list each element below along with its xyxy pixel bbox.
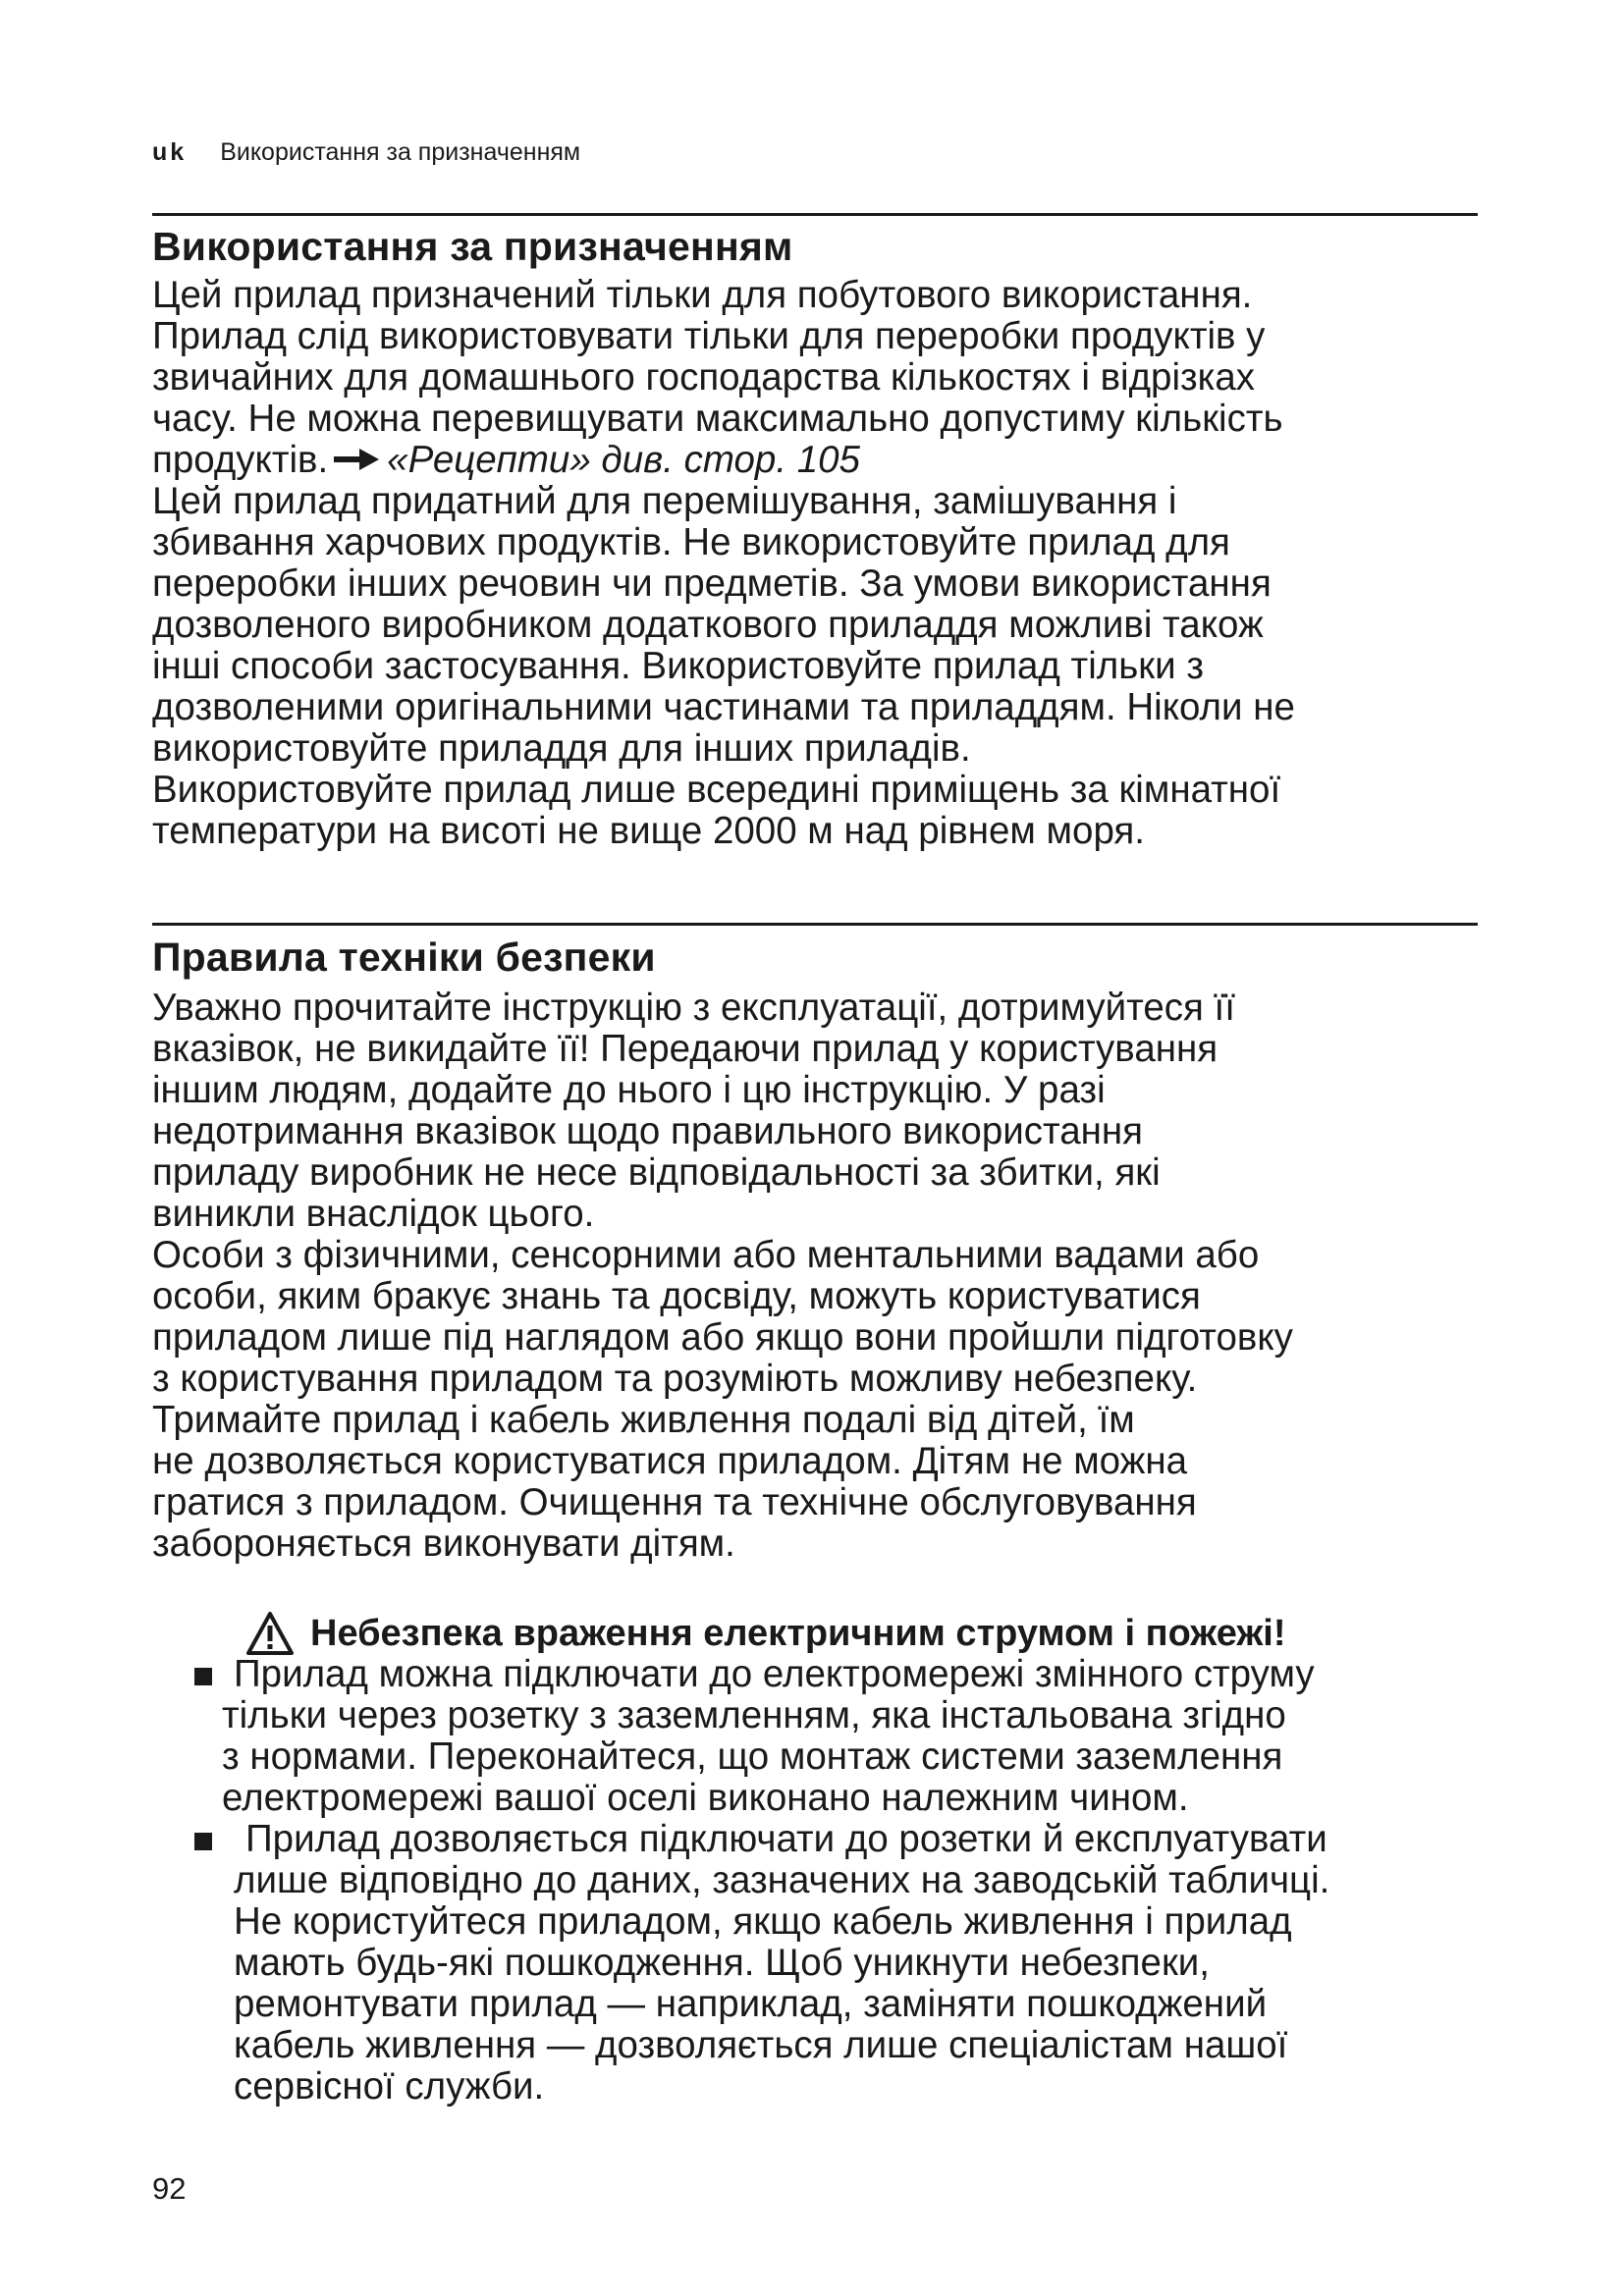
text-line: особи, яким бракує знань та досвіду, можуть користуватися [152,1275,1201,1317]
safety-heading: Правила техніки безпеки [152,934,656,980]
running-header-title: Використання за призначенням [220,138,581,166]
text-line: вказівок, не викидайте її! Передаючи прилад у користування [152,1028,1218,1070]
intended-use-heading: Використання за призначенням [152,224,793,269]
section-divider [152,923,1478,926]
text-line: Цей прилад призначений тільки для побутового використання. [152,274,1253,316]
text-line: з нормами. Переконайтеся, що монтаж системи заземлення [222,1735,1283,1778]
reference-prefix: продуктів. [152,439,329,481]
text-line: недотримання вказівок щодо правильного використання [152,1110,1143,1152]
text-line: Цей прилад придатний для перемішування, замішування і [152,480,1177,522]
text-line: звичайних для домашнього господарства кількостях і відрізках [152,356,1256,399]
text-line: сервісної служби. [234,2065,545,2108]
text-line: іншим людям, додайте до нього і цю інструкцію. У разі [152,1069,1106,1111]
text-line: Уважно прочитайте інструкцію з експлуатації, дотримуйтеся її [152,987,1235,1029]
list-item-text [214,1654,1530,1819]
list-item [194,1654,1530,1819]
text-line: забороняється виконувати дітям. [152,1522,735,1565]
text-line: Прилад слід використовувати тільки для переробки продуктів у [152,315,1266,357]
warning-heading [245,1611,1286,1656]
intended-use-paragraph [152,275,1527,852]
text-line: приладом лише під наглядом або якщо вони пройшли підготовку [152,1316,1293,1359]
text-line: електромережі вашої оселі виконано належним чином. [222,1777,1189,1819]
language-code: uk [152,138,188,166]
section-divider [152,213,1478,216]
text-line: використовуйте приладдя для інших приладів. [152,727,971,770]
text-line: кабель живлення — дозволяється лише спеціалістам нашої [234,2024,1288,2066]
arrow-right-icon [334,449,379,470]
text-line: Прилад можна підключати до електромережі змінного струму [234,1653,1315,1695]
square-bullet-icon [194,1668,212,1685]
warning-triangle-icon [245,1611,295,1656]
running-header [152,137,580,167]
text-line: з користування приладом та розуміють можливу небезпеку. [152,1358,1198,1400]
text-line: збивання харчових продуктів. Не використовуйте прилад для [152,521,1230,563]
text-line: приладу виробник не несе відповідальності за збитки, які [152,1151,1161,1194]
text-line: виникли внаслідок цього. [152,1193,595,1235]
list-item [194,1819,1530,2108]
recipes-reference-link[interactable]: «Рецепти» див. стор. 105 [387,439,860,481]
text-line: Використовуйте прилад лише всередині приміщень за кімнатної [152,769,1281,811]
text-line: Особи з фізичними, сенсорними або ментальними вадами або [152,1234,1260,1276]
text-line: Тримайте прилад і кабель живлення подалі від дітей, їм [152,1399,1135,1441]
text-line: тільки через розетку з заземленням, яка інстальована згідно [222,1694,1286,1736]
text-line: не дозволяється користуватися приладом. Дітям не можна [152,1440,1188,1482]
text-line: Прилад дозволяється підключати до розетки й експлуатувати [245,1818,1327,1860]
square-bullet-icon [194,1833,212,1850]
text-line: дозволеними оригінальними частинами та приладдям. Ніколи не [152,686,1295,728]
text-line: мають будь-які пошкодження. Щоб уникнути небезпеки, [234,1942,1210,1984]
text-line: переробки інших речовин чи предметів. За умови використання [152,562,1272,605]
recipe-reference-line [152,440,1527,481]
text-line: часу. Не можна перевищувати максимально допустиму кількість [152,398,1283,440]
text-line: ремонтувати прилад — наприклад, заміняти пошкоджений [234,1983,1268,2025]
safety-paragraph [152,988,1527,1565]
intended-use-section [152,222,1527,852]
text-line: гратися з приладом. Очищення та технічне обслуговування [152,1481,1197,1523]
safety-section [152,933,1527,1565]
warning-text: Небезпека враження електричним струмом і пожежі! [310,1613,1286,1654]
text-line: інші способи застосування. Використовуйте прилад тільки з [152,645,1204,687]
list-item-text [214,1819,1530,2108]
text-line: Не користуйтеся приладом, якщо кабель живлення і прилад [234,1900,1292,1943]
text-line: дозволеного виробником додаткового приладдя можливі також [152,604,1264,646]
text-line: температури на висоті не вище 2000 м над рівнем моря. [152,810,1145,852]
text-line: лише відповідно до даних, зазначених на заводській табличці. [234,1859,1330,1901]
page-number: 92 [152,2171,187,2206]
